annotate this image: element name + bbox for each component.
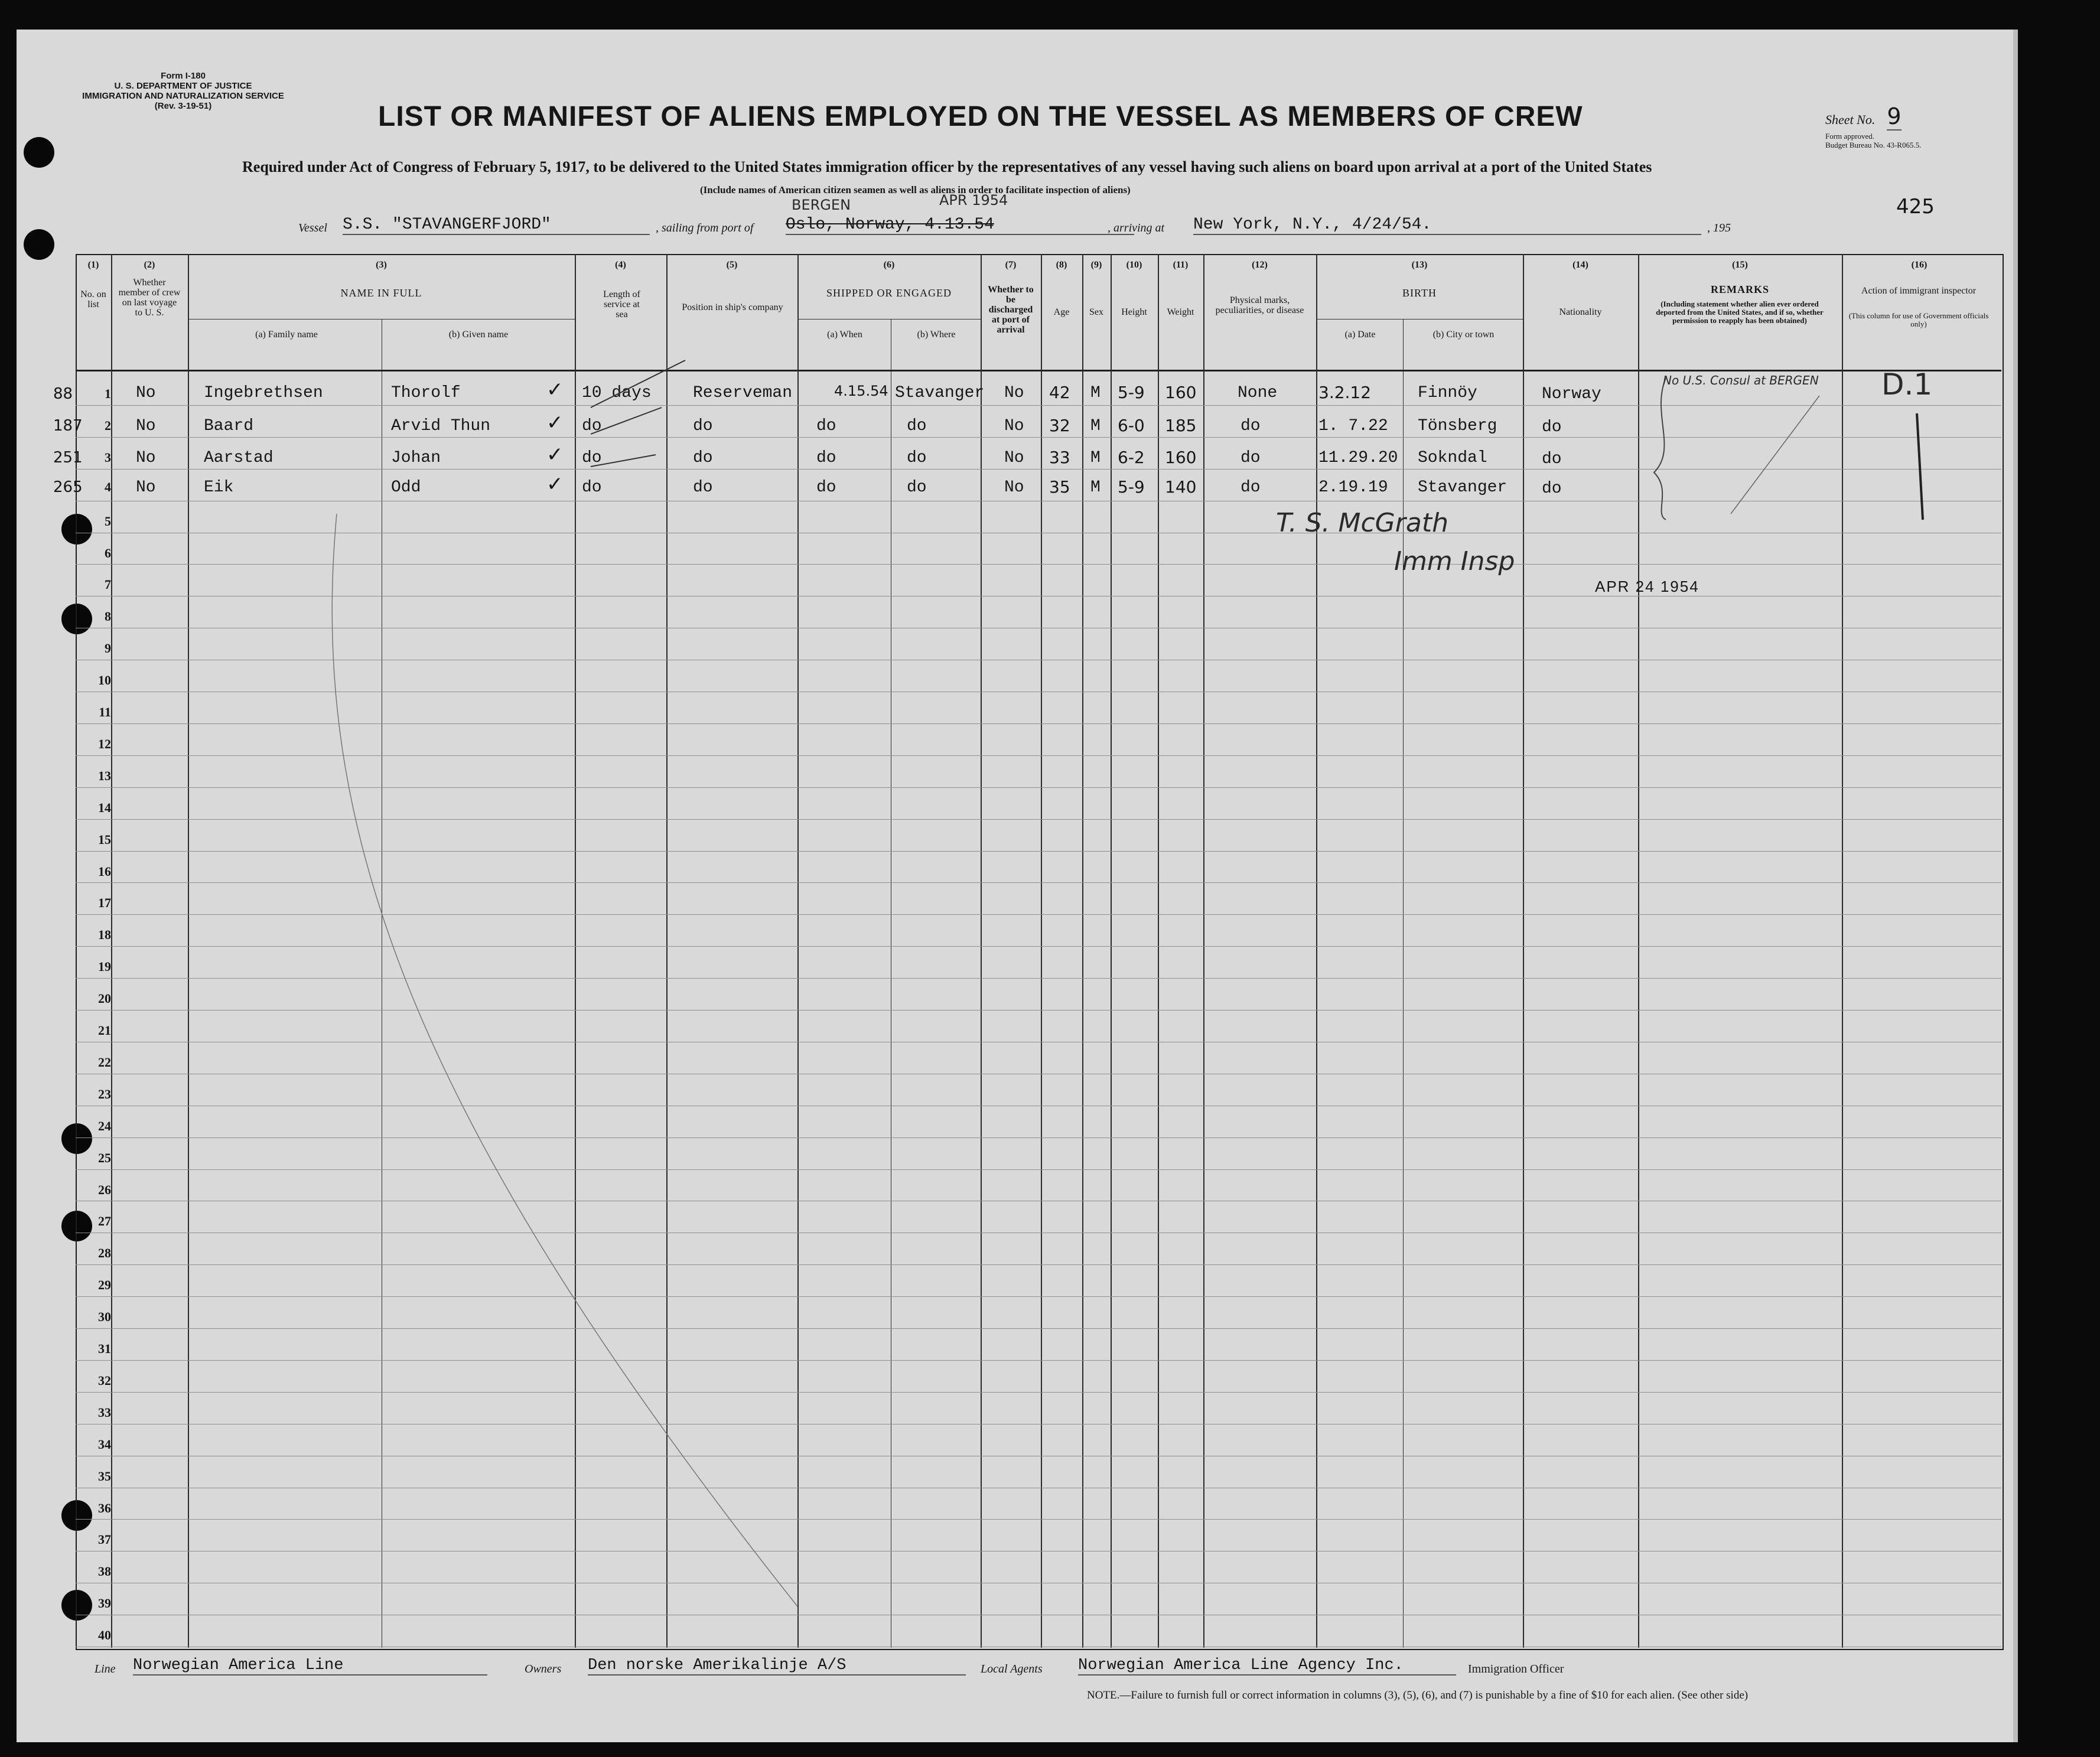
sailing-date-handwritten: APR 1954: [939, 192, 1008, 208]
approval-line: Budget Bureau No. 43-R065.5.: [1825, 141, 1922, 149]
nationality: do: [1542, 418, 1562, 436]
list-number: 28: [98, 1246, 111, 1260]
col3-number: (3): [376, 260, 387, 270]
shipped-when: do: [816, 478, 836, 497]
position: Reserveman: [693, 384, 793, 402]
col9-number: (9): [1090, 260, 1102, 270]
col11-header: Weight: [1167, 307, 1194, 317]
service-length: 10 days: [582, 384, 652, 402]
arriving-label: , arriving at: [1108, 221, 1165, 234]
family-name: Baard: [204, 417, 254, 435]
col6-number: (6): [883, 260, 895, 270]
list-number: 38: [98, 1564, 111, 1579]
sex: M: [1090, 449, 1101, 467]
vessel-label: Vessel: [298, 221, 327, 234]
birth-date: 3.2.12: [1318, 383, 1372, 402]
service-strike-line: [591, 360, 685, 408]
list-number: 39: [98, 1596, 111, 1611]
include-names-note: (Include names of American citizen seamen as well as aliens in order to facilitate inspection of aliens): [700, 184, 1131, 195]
birth-city: Tönsberg: [1418, 417, 1497, 435]
list-number: 9: [105, 641, 111, 656]
physical-marks: do: [1241, 417, 1261, 435]
col4-number: (4): [615, 260, 626, 270]
list-number: 37: [98, 1532, 111, 1547]
col8-number: (8): [1056, 260, 1067, 270]
col14-number: (14): [1572, 260, 1588, 270]
list-number: 4: [105, 480, 111, 494]
list-number: 30: [98, 1309, 111, 1324]
col3b-header: (b) Given name: [448, 330, 509, 340]
list-number: 14: [98, 800, 111, 815]
action-line: [1917, 413, 1923, 520]
col14-header: Nationality: [1559, 307, 1602, 317]
physical-marks: do: [1241, 478, 1261, 497]
col7-number: (7): [1005, 260, 1017, 270]
discharged: No: [1004, 478, 1024, 497]
col5-number: (5): [726, 260, 738, 270]
page-number: 425: [1896, 195, 1935, 219]
page-pencil-arc: [332, 514, 797, 1606]
list-number: 17: [98, 895, 111, 910]
list-number: 10: [98, 673, 111, 687]
date-stamp: APR 24 1954: [1595, 578, 1699, 595]
col15-subheader: (Including statement whether alien ever ordered deported from the United States, and if so, whether permission to reapply has been obtained): [1656, 299, 1824, 325]
check-mark: ✓: [546, 443, 564, 467]
list-number: 12: [98, 736, 111, 751]
list-number: 22: [98, 1055, 111, 1070]
birth-date: 1. 7.22: [1318, 417, 1388, 435]
department: U. S. DEPARTMENT OF JUSTICE: [114, 81, 252, 91]
physical-marks: None: [1238, 384, 1278, 402]
age: 35: [1049, 477, 1070, 497]
agents-value: Norwegian America Line Agency Inc.: [1078, 1657, 1456, 1675]
col12-number: (12): [1252, 260, 1268, 270]
age: 42: [1049, 383, 1070, 402]
col2-header: Whether member of crew on last voyage to U. S.: [118, 278, 181, 318]
service: IMMIGRATION AND NATURALIZATION SERVICE: [82, 91, 284, 101]
list-number: 13: [98, 768, 111, 783]
action-handwritten: D.1: [1881, 367, 1933, 402]
list-number: 23: [98, 1087, 111, 1101]
shipped-when: 4.15.54: [834, 383, 888, 399]
check-mark: ✓: [546, 378, 564, 402]
shipped-where: do: [907, 449, 927, 467]
col15-header: REMARKS: [1710, 283, 1769, 295]
col10-header: Height: [1121, 307, 1147, 317]
margin-number: 88: [53, 385, 73, 403]
list-number: 40: [98, 1628, 111, 1642]
list-number: 36: [98, 1501, 111, 1515]
birth-city: Stavanger: [1418, 478, 1508, 497]
nationality: do: [1542, 480, 1562, 498]
list-number: 32: [98, 1373, 111, 1388]
service-length: do: [582, 478, 602, 497]
list-number: 18: [98, 927, 111, 942]
discharged: No: [1004, 417, 1024, 435]
col13-number: (13): [1411, 260, 1428, 270]
member-last-voyage: No: [136, 384, 156, 402]
shipped-when: do: [816, 417, 836, 435]
remarks-slash: [1731, 396, 1819, 514]
col13a-header: (a) Date: [1344, 330, 1376, 340]
list-number: 6: [105, 546, 111, 560]
col10-number: (10): [1126, 260, 1142, 270]
shipped-where: Stavanger: [895, 384, 985, 402]
list-number: 3: [105, 450, 111, 465]
check-mark: ✓: [546, 472, 564, 496]
list-number: 2: [105, 418, 111, 433]
birth-city: Sokndal: [1418, 449, 1487, 467]
arriving-port: New York, N.Y., 4/24/54.: [1193, 216, 1701, 235]
list-number: 16: [98, 864, 111, 879]
member-last-voyage: No: [136, 449, 156, 467]
col1-number: (1): [87, 260, 99, 270]
list-number: 19: [98, 959, 111, 974]
nationality: do: [1542, 450, 1562, 468]
list-number: 35: [98, 1469, 111, 1484]
discharged: No: [1004, 384, 1024, 402]
check-mark: ✓: [546, 411, 564, 435]
given-name: Thorolf: [391, 384, 461, 402]
col6-header: SHIPPED OR ENGAGED: [826, 287, 952, 299]
weight: 185: [1165, 416, 1197, 435]
col4-header: Length of service at sea: [603, 289, 640, 320]
col12-header: Physical marks, peculiarities, or disease: [1215, 295, 1304, 315]
family-name: Aarstad: [204, 449, 274, 467]
position: do: [693, 417, 713, 435]
inspector-title: Imm Insp: [1394, 546, 1515, 576]
owners-value: Den norske Amerikalinje A/S: [588, 1657, 966, 1675]
col16-header: Action of immigrant inspector: [1861, 286, 1977, 296]
col6a-header: (a) When: [827, 330, 862, 340]
approval-line: Form approved.: [1825, 132, 1875, 141]
col7-header: Whether to be discharged at port of arrival: [988, 285, 1034, 335]
discharged: No: [1004, 449, 1024, 467]
owners-label: Owners: [525, 1663, 562, 1675]
position: do: [693, 449, 713, 467]
line-label: Line: [95, 1663, 116, 1675]
service-length: do: [582, 449, 602, 467]
line-value: Norwegian America Line: [133, 1657, 487, 1675]
family-name: Ingebrethsen: [204, 384, 323, 402]
service-strike-line: [591, 455, 656, 467]
height: 6-2: [1118, 448, 1145, 467]
weight: 140: [1165, 477, 1197, 497]
list-number: 8: [105, 609, 111, 624]
col6b-header: (b) Where: [917, 330, 956, 340]
page-title: LIST OR MANIFEST OF ALIENS EMPLOYED ON THE VESSEL AS MEMBERS OF CREW: [378, 101, 1583, 132]
col8-header: Age: [1053, 307, 1070, 317]
list-number: 26: [98, 1182, 111, 1197]
margin-number: 265: [53, 478, 83, 496]
weight: 160: [1165, 383, 1197, 402]
height: 5-9: [1118, 383, 1145, 402]
sheet-value: 9: [1887, 103, 1902, 129]
position: do: [693, 478, 713, 497]
margin-number: 187: [53, 417, 83, 435]
col3a-header: (a) Family name: [255, 330, 318, 340]
fine-note: NOTE.—Failure to furnish full or correct information in columns (3), (5), (6), and (7) is punishable by a fine of $10 for each alien. (See other side): [1087, 1689, 1749, 1701]
list-number: 33: [98, 1405, 111, 1420]
sailing-port-typed: Oslo, Norway, 4.13.54: [786, 216, 1134, 235]
col16-number: (16): [1911, 260, 1928, 270]
remarks-handwritten: No U.S. Consul at BERGEN: [1663, 373, 1819, 387]
col16-subheader: (This column for use of Government officials only): [1848, 311, 1989, 328]
sex: M: [1090, 417, 1101, 435]
list-number: 21: [98, 1023, 111, 1038]
list-number: 24: [98, 1119, 111, 1133]
list-number: 34: [98, 1437, 111, 1452]
list-number: 27: [98, 1214, 111, 1228]
agents-label: Local Agents: [981, 1663, 1043, 1675]
service-length: do: [582, 417, 602, 435]
act-of-congress-text: Required under Act of Congress of February 5, 1917, to be delivered to the United States immigration officer by the representatives of any vessel having such aliens on board upon arrival at a port of the United States: [242, 158, 1652, 175]
sailing-label: , sailing from port of: [656, 221, 754, 234]
col15-number: (15): [1732, 260, 1748, 270]
col3-header: NAME IN FULL: [340, 287, 422, 299]
remarks-brace: [1654, 378, 1666, 520]
physical-marks: do: [1241, 449, 1261, 467]
member-last-voyage: No: [136, 478, 156, 497]
given-name: Johan: [391, 449, 441, 467]
list-number: 11: [99, 705, 111, 719]
list-number: 15: [98, 832, 111, 847]
service-strike-line: [591, 408, 662, 434]
given-name: Odd: [391, 478, 421, 497]
col11-number: (11): [1173, 260, 1189, 270]
list-number: 20: [98, 991, 111, 1006]
col13b-header: (b) City or town: [1432, 330, 1495, 340]
given-name: Arvid Thun: [391, 417, 491, 435]
birth-date: 11.29.20: [1318, 449, 1398, 467]
sheet-label: Sheet No.: [1825, 112, 1876, 127]
margin-number: 251: [53, 449, 83, 467]
list-number: 1: [105, 386, 111, 401]
revision: (Rev. 3-19-51): [154, 101, 212, 111]
height: 5-9: [1118, 477, 1145, 497]
shipped-when: do: [816, 449, 836, 467]
col1-header: No. on list: [80, 289, 106, 309]
col13-header: BIRTH: [1402, 287, 1437, 299]
height: 6-0: [1118, 416, 1145, 435]
vessel-name: S.S. "STAVANGERFJORD": [343, 216, 650, 235]
list-number: 7: [105, 577, 111, 592]
immigration-officer-label: Immigration Officer: [1468, 1663, 1564, 1675]
shipped-where: do: [907, 417, 927, 435]
year-label: , 195: [1707, 221, 1731, 234]
birth-city: Finnöy: [1418, 384, 1477, 402]
list-number: 29: [98, 1277, 111, 1292]
age: 33: [1049, 448, 1070, 467]
family-name: Eik: [204, 478, 234, 497]
sailing-port-handwritten: BERGEN: [792, 197, 851, 213]
inspector-signature: T. S. McGrath: [1276, 508, 1448, 538]
age: 32: [1049, 416, 1070, 435]
birth-date: 2.19.19: [1318, 478, 1388, 497]
sex: M: [1090, 384, 1101, 402]
list-number: 25: [98, 1150, 111, 1165]
list-number: 31: [98, 1341, 111, 1356]
member-last-voyage: No: [136, 417, 156, 435]
col9-header: Sex: [1089, 307, 1103, 317]
list-number: 5: [105, 514, 111, 529]
sex: M: [1090, 478, 1101, 497]
col2-number: (2): [144, 260, 155, 270]
nationality: Norway: [1542, 385, 1601, 403]
weight: 160: [1165, 448, 1197, 467]
form-number: Form I-180: [161, 71, 206, 81]
shipped-where: do: [907, 478, 927, 497]
col5-header: Position in ship's company: [682, 302, 783, 312]
